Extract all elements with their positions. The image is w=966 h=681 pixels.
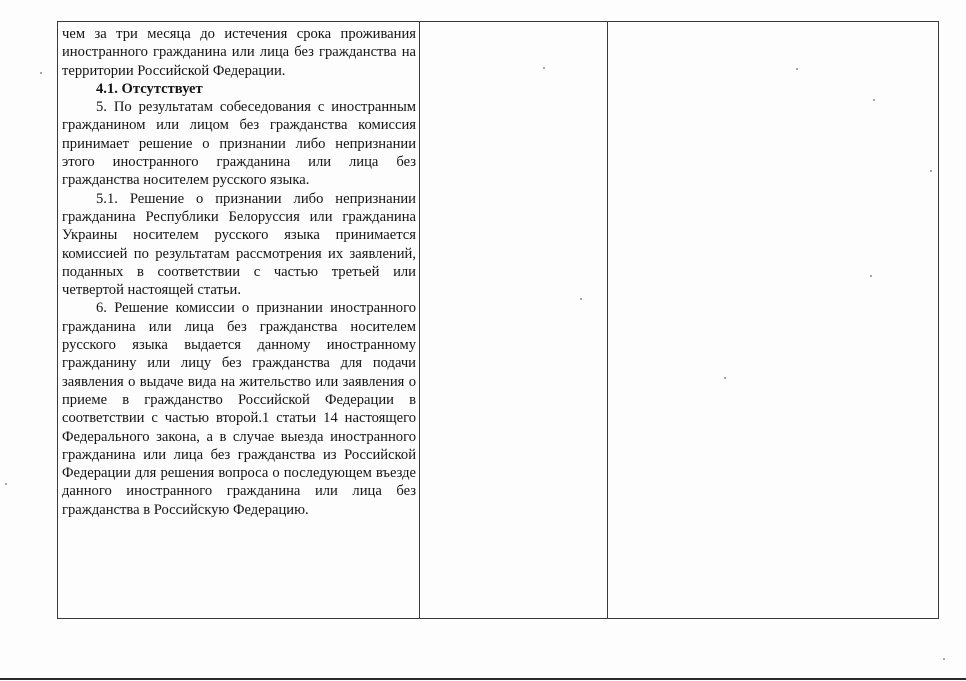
paragraph-continuation: чем за три месяца до истечения срока проживания иностранного гражданина или лица без гражданства на территории Российской Федерации. [62, 26, 416, 79]
scan-speck [943, 658, 945, 660]
scan-edge-line [0, 678, 966, 680]
law-text-cell [58, 22, 420, 619]
paragraph-5-1: 5.1. Решение о признании либо непризнании гражданина Республики Белоруссия или гражданина Украины носителем русского языка принимается комиссией по результатам рассмотрения их заявлений, поданных в соответствии с частью третьей или четвертой настоящей статьи. [62, 190, 416, 299]
scan-speck [724, 377, 726, 379]
paragraph-5: 5. По результатам собеседования с иностранным гражданином или лицом без гражданства комиссия принимает решение о признании либо непризнании этого иностранного гражданина или лица без гражданства носителем русского языка. [62, 99, 416, 189]
comparison-table [57, 21, 939, 619]
scan-speck [796, 68, 798, 70]
scan-speck [40, 72, 42, 74]
scan-speck [543, 67, 545, 69]
scan-speck [873, 99, 875, 101]
scan-speck [5, 483, 7, 485]
empty-cell-right [608, 22, 939, 619]
scan-speck [870, 275, 872, 277]
paragraph-4-1: 4.1. Отсутствует [96, 80, 203, 97]
empty-cell-middle [420, 22, 608, 619]
paragraph-6: 6. Решение комиссии о признании иностранного гражданина или лица без гражданства носителем русского языка выдается данному иностранному гражданину или лицу без гражданства для подачи заявления о выдаче вида на жительство или заявления о приеме в гражданство Российской Федерации в соответствии с частью второй.1 статьи 14 настоящего Федерального закона, а в случае выезда иностранного гражданина или лица без гражданства из Российской Федерации для решения вопроса о последующем въезде данного иностранного гражданина или лица без гражданства в Российскую Федерацию. [62, 300, 416, 518]
scan-speck [580, 298, 582, 300]
scan-speck [930, 170, 932, 172]
table-row [58, 22, 939, 619]
law-text [58, 22, 419, 519]
